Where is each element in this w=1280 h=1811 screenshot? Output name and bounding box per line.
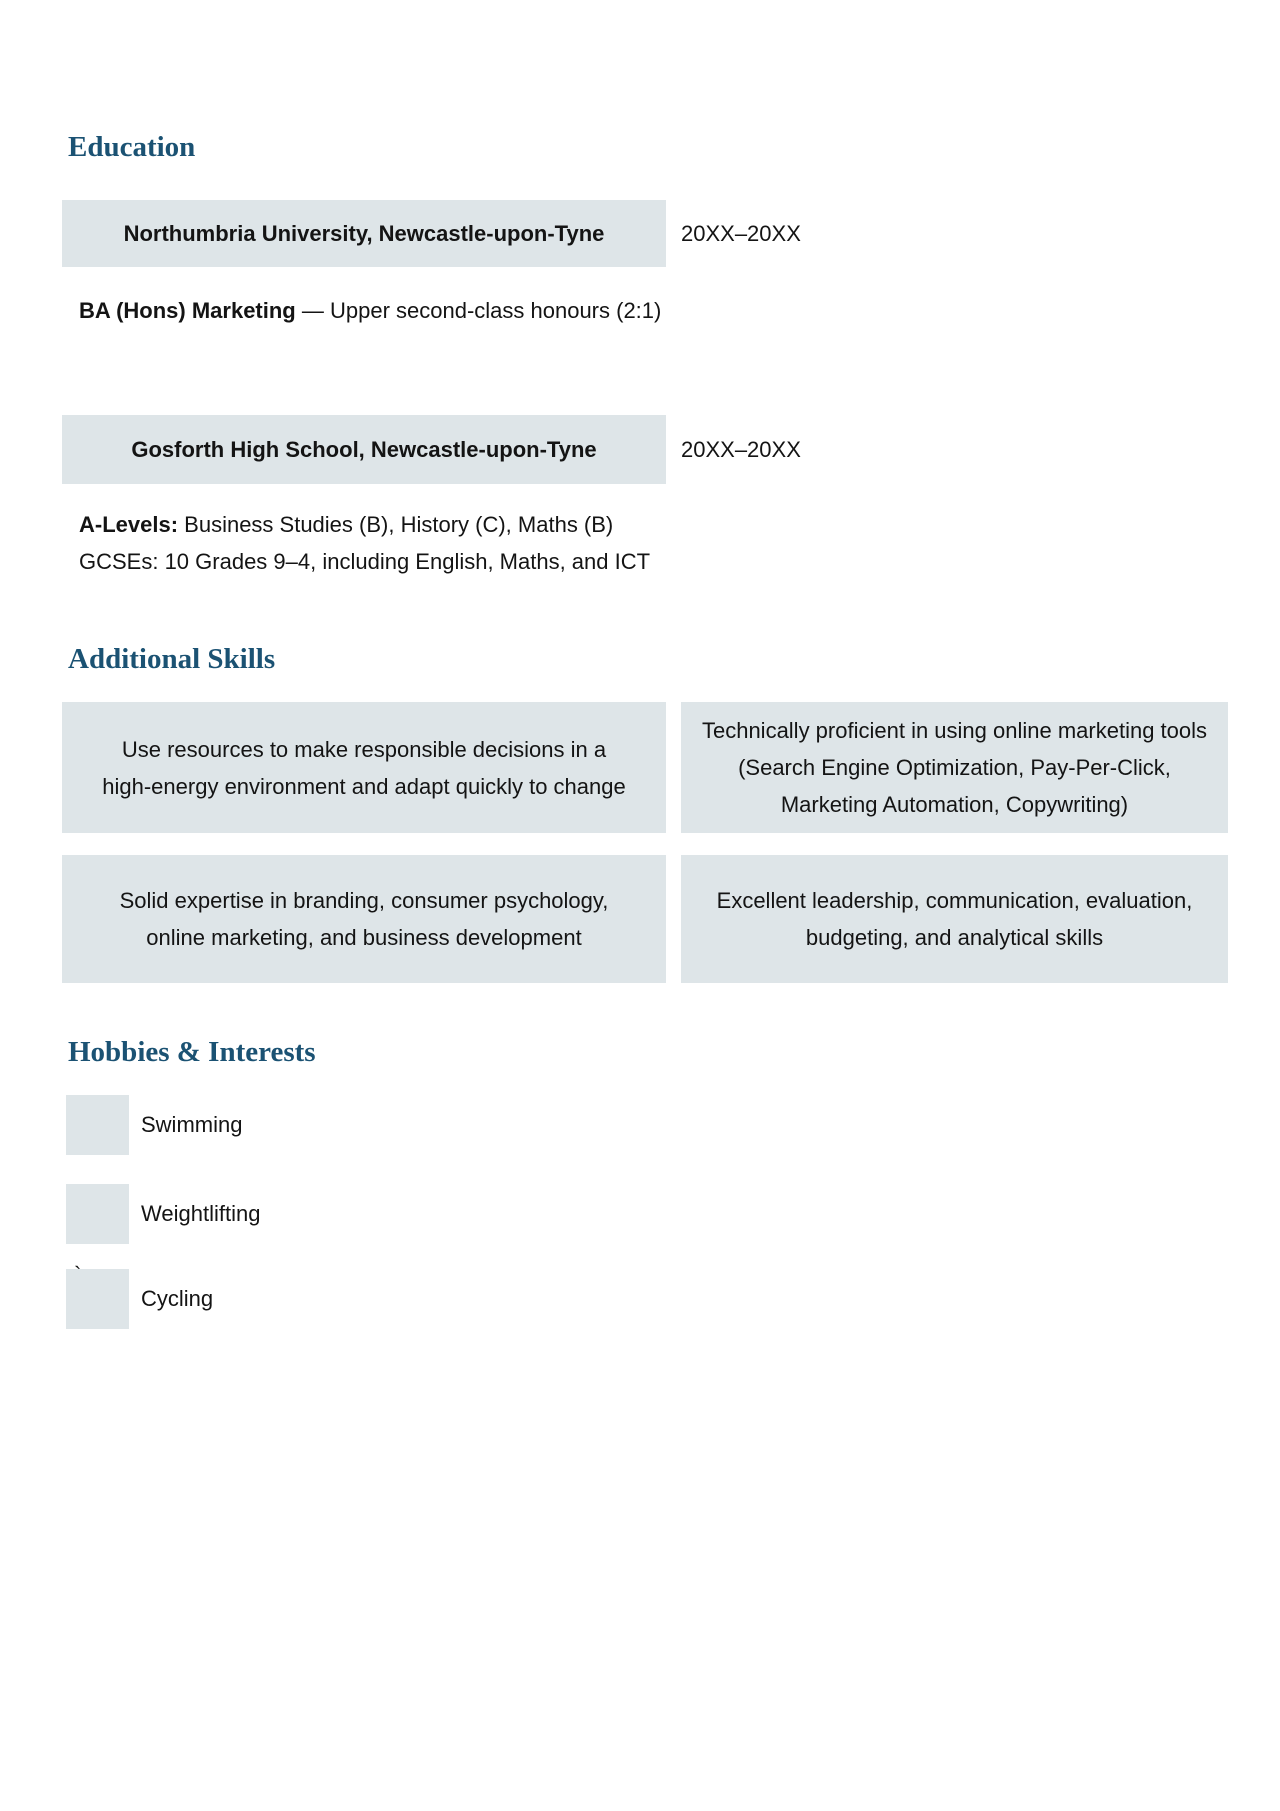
skill-box <box>62 855 666 983</box>
degree-honours: — Upper second-class honours (2:1) <box>295 298 662 323</box>
institution-name: Northumbria University, Newcastle-upon-Tyne <box>123 220 605 246</box>
education-entry-header <box>62 200 666 267</box>
skill-text: Technically proficient in using online marketing tools (Search Engine Optimization, Pay-Per-Click, Marketing Automation, Copywriting) <box>701 718 1208 817</box>
a-levels-label: A-Levels: <box>79 512 179 537</box>
education-entry-dates <box>681 415 801 484</box>
hobby-bullet-square <box>66 1184 129 1244</box>
date-range: 20XX–20XX <box>681 220 801 246</box>
skill-text: Use resources to make responsible decisions in a high-energy environment and adapt quickly to change <box>102 736 626 799</box>
degree-line <box>79 298 661 324</box>
skill-text: Excellent leadership, communication, evaluation, budgeting, and analytical skills <box>716 888 1193 950</box>
gcses-line: GCSEs: 10 Grades 9–4, including English, Maths, and ICT <box>79 549 651 574</box>
a-levels-line <box>79 512 613 538</box>
skill-box <box>62 702 666 833</box>
hobby-label: Swimming <box>141 1112 243 1137</box>
degree-title: BA (Hons) Marketing <box>79 298 296 323</box>
hobby-item <box>66 1269 213 1329</box>
stray-backtick-character: ` <box>74 1262 82 1287</box>
institution-name: Gosforth High School, Newcastle-upon-Tyne <box>131 436 597 462</box>
hobby-item <box>66 1184 260 1244</box>
education-section-heading: Education <box>68 131 196 163</box>
hobby-bullet-square <box>66 1095 129 1155</box>
hobbies-section-heading: Hobbies & Interests <box>68 1036 316 1068</box>
skill-box <box>681 855 1228 983</box>
date-range: 20XX–20XX <box>681 436 801 462</box>
education-entry-dates <box>681 200 801 267</box>
skill-text: Solid expertise in branding, consumer psychology, online marketing, and business development <box>119 888 609 950</box>
skill-box <box>681 702 1228 833</box>
hobby-label: Weightlifting <box>141 1201 261 1226</box>
skills-section-heading: Additional Skills <box>68 643 276 675</box>
hobby-item <box>66 1095 242 1155</box>
education-entry-header <box>62 415 666 484</box>
a-levels-detail: Business Studies (B), History (C), Maths (B) <box>178 512 614 537</box>
hobby-label: Cycling <box>141 1286 214 1311</box>
